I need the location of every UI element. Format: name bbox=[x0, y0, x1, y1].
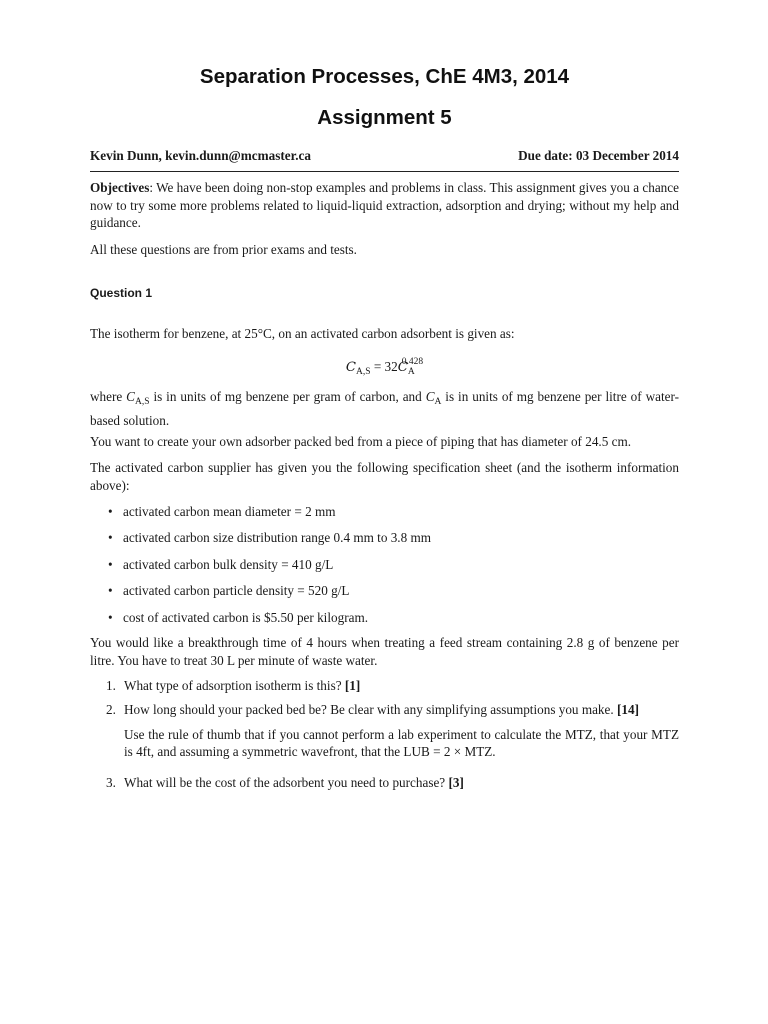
header-rule bbox=[90, 171, 679, 172]
author-line bbox=[90, 148, 679, 164]
due-date: Due date: 03 December 2014 bbox=[518, 148, 679, 163]
spec-list bbox=[105, 503, 675, 635]
isotherm-intro: The isotherm for benzene, at 25°C, on an activated carbon adsorbent is given as: bbox=[90, 326, 515, 341]
document-title: Separation Processes, ChE 4M3, 2014 bbox=[199, 65, 570, 88]
assignment-page bbox=[90, 0, 679, 1024]
assumption-note: Use the rule of thumb that if you cannot perform a lab experiment to calculate the MTZ, that your MTZ is 4ft, and assuming a symmetric wavefront, that the LUB = 2 × MTZ. bbox=[124, 726, 679, 759]
isotherm-equation: $C_{A,S} = 32C_A^{0.428}$ bbox=[345, 357, 424, 377]
units-paragraph: where $C_{A,S}$ is in units of mg benzene per gram of carbon, and $C_A$ is in units of mg benzene per litre of water-based solution. bbox=[90, 389, 679, 428]
question-part-1: 1. What type of adsorption isotherm is this? [1] bbox=[106, 678, 361, 693]
breakthrough-paragraph: You would like a breakthrough time of 4 hours when treating a feed stream containing 2.8 g of benzene per litre. You have to treat 30 L per minute of waste water. bbox=[90, 635, 679, 668]
objectives-label: Objectives bbox=[90, 180, 150, 195]
question-part-2: 2. How long should your packed bed be? Be clear with any simplifying assumptions you make. [14] Use the rule of thumb that if you cannot perform a lab experiment to calculate the MTZ, that your MTZ is 4ft, and assuming a symmetric wavefront, that the LUB = 2 × MTZ. bbox=[106, 702, 679, 759]
list-item: • cost of activated carbon is $5.50 per kilogram. bbox=[105, 609, 675, 635]
question-part-3: 3. What will be the cost of the adsorbent you need to purchase? [3] bbox=[106, 775, 464, 790]
author-contact: Kevin Dunn, kevin.dunn@mcmaster.ca bbox=[90, 148, 311, 163]
assignment-subtitle: Assignment 5 bbox=[317, 106, 452, 129]
question-parts bbox=[90, 677, 679, 792]
bed-paragraph: You want to create your own adsorber packed bed from a piece of piping that has diameter of 24.5 cm. bbox=[90, 434, 632, 449]
objectives-text: : We have been doing non-stop examples and problems in class. This assignment gives you a chance now to try some more problems related to liquid-liquid extraction, adsorption and drying; without my help and guidance. bbox=[90, 180, 679, 230]
marks-badge: [14] bbox=[616, 702, 639, 717]
source-note: All these questions are from prior exams and tests. bbox=[90, 242, 357, 257]
spec-intro: The activated carbon supplier has given you the following specification sheet (and the isotherm information above): bbox=[90, 460, 679, 493]
marks-badge: [1] bbox=[344, 678, 361, 693]
objectives-paragraph bbox=[90, 179, 679, 232]
list-item: • activated carbon size distribution range 0.4 mm to 3.8 mm bbox=[105, 529, 675, 555]
list-item: • activated carbon mean diameter = 2 mm bbox=[105, 503, 675, 529]
list-item: • activated carbon particle density = 520 g/L bbox=[105, 582, 675, 608]
question-heading: Question 1 bbox=[90, 286, 153, 300]
list-item: • activated carbon bulk density = 410 g/L bbox=[105, 556, 675, 582]
marks-badge: [3] bbox=[448, 775, 464, 790]
